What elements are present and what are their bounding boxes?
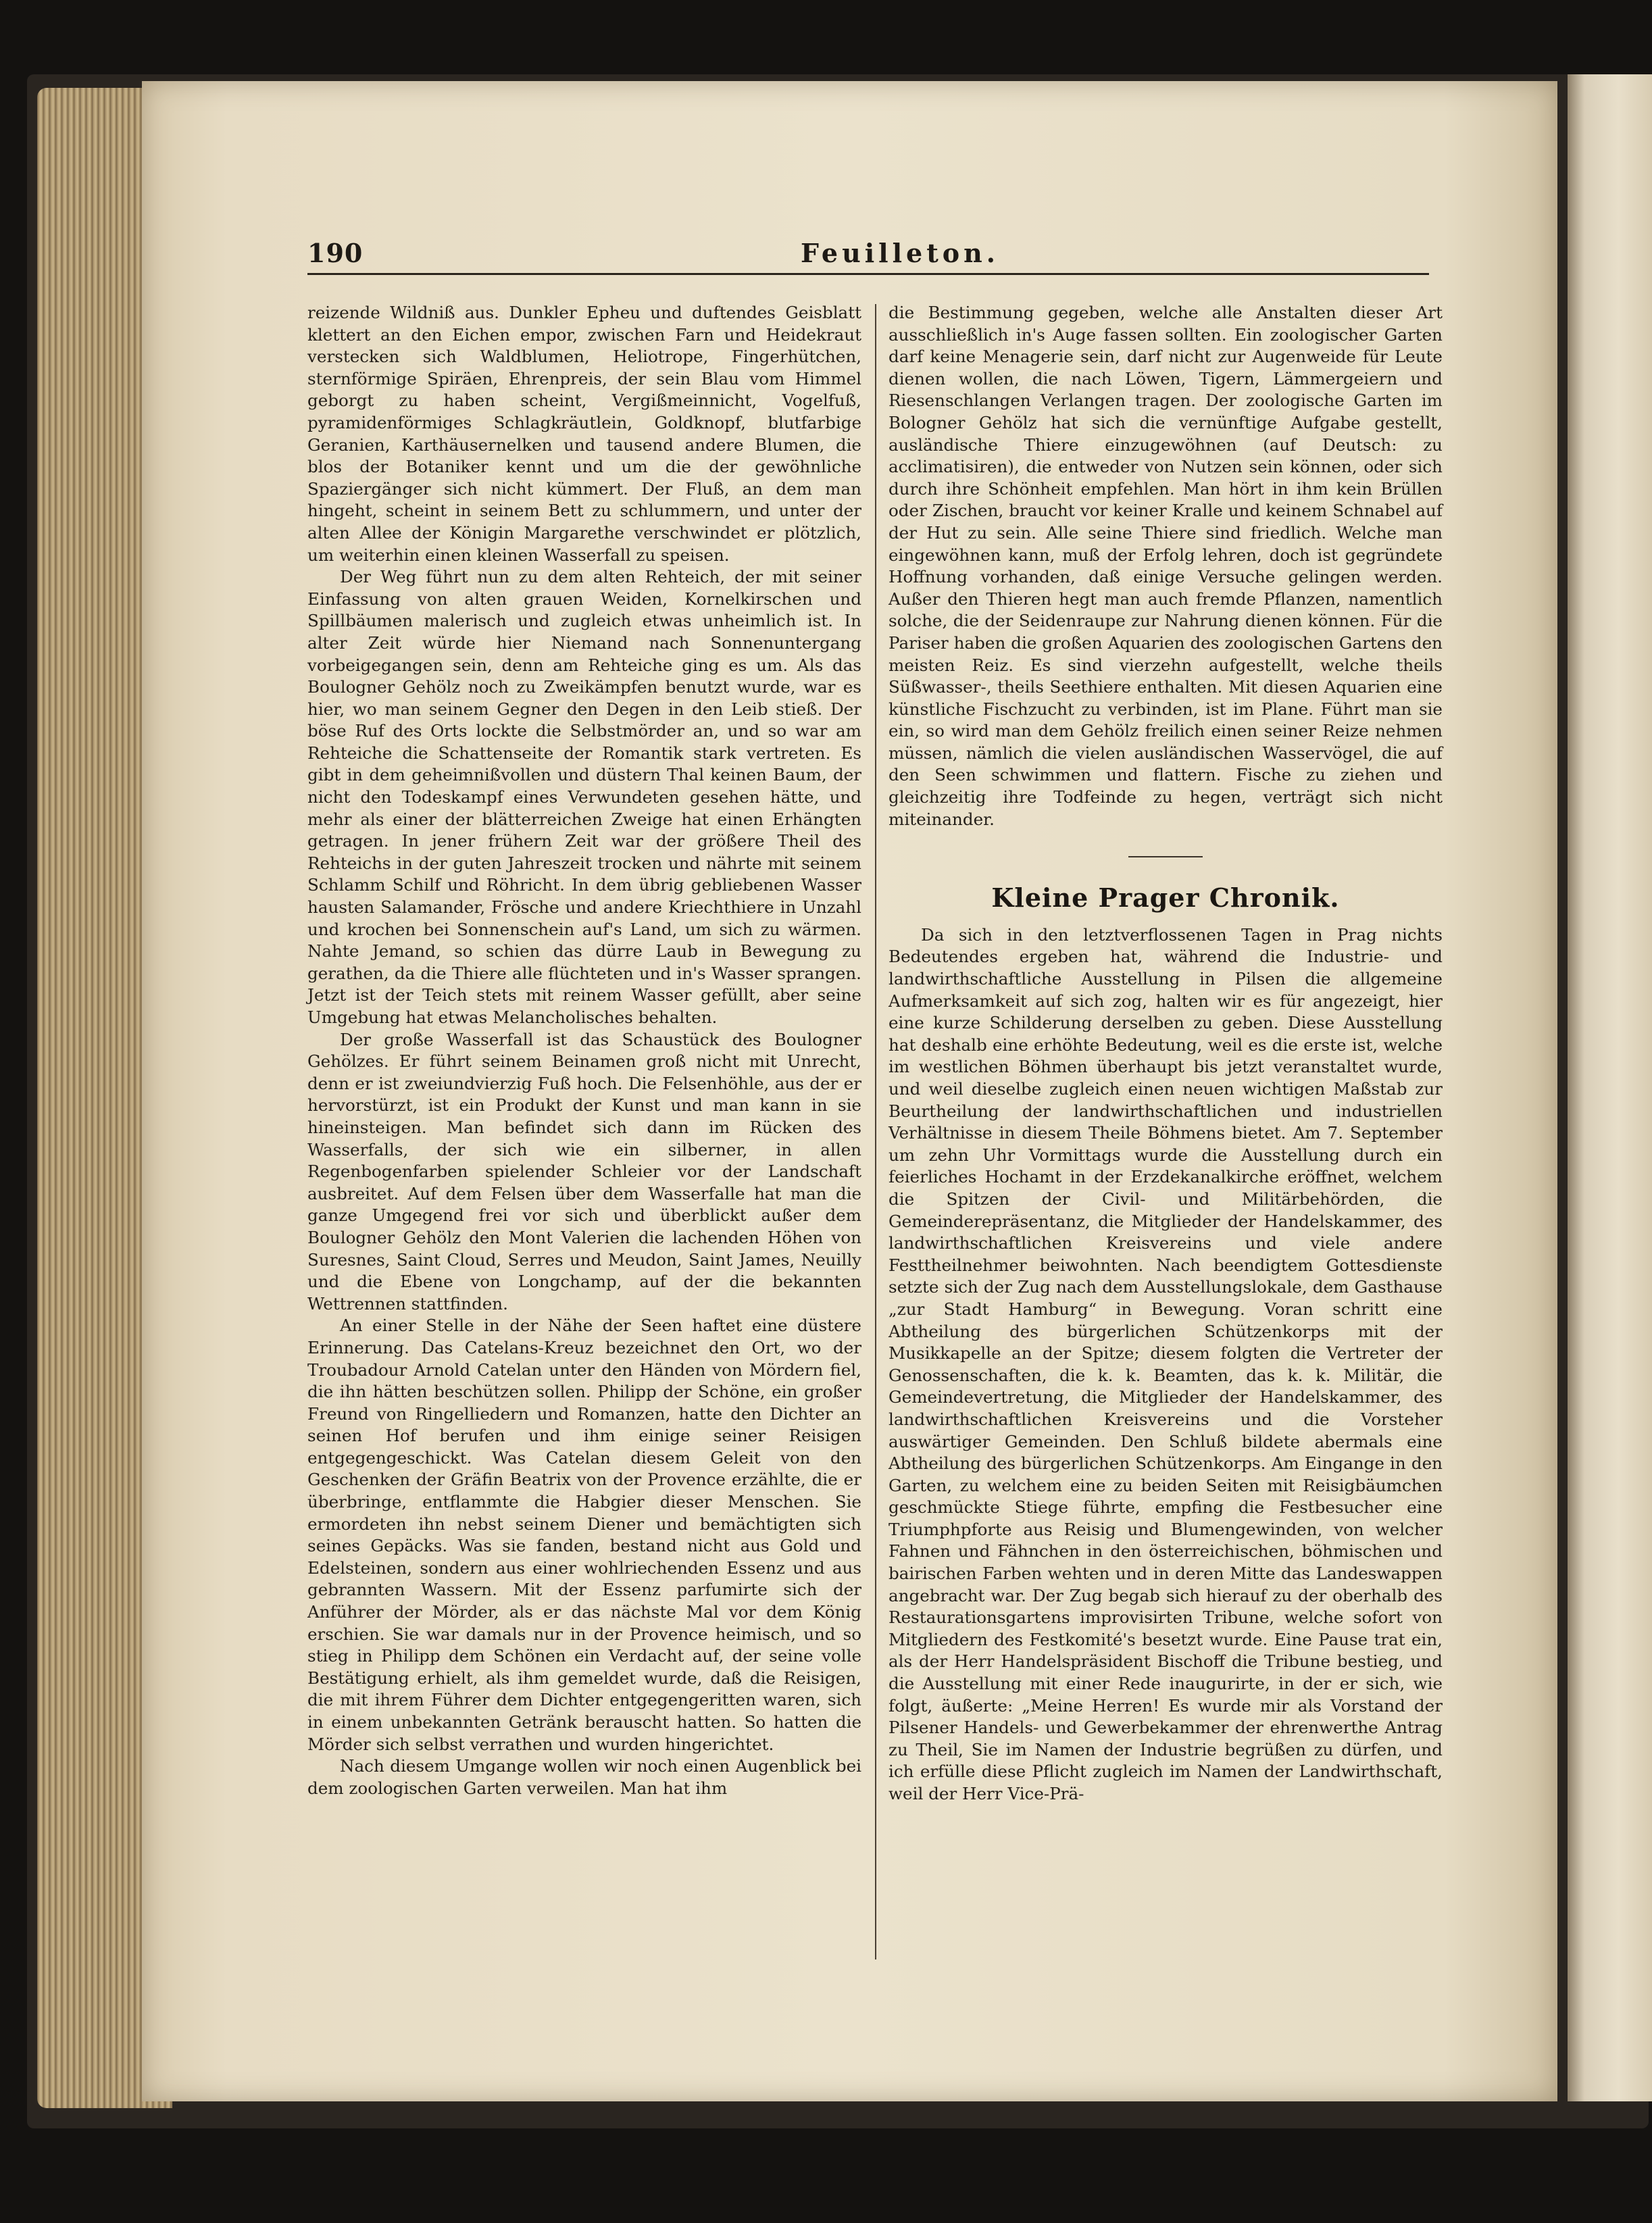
running-title: Feuilleton.	[801, 238, 999, 268]
section-title: Kleine Prager Chronik.	[991, 882, 1340, 914]
right-column	[888, 302, 1443, 1805]
paragraph: Da sich in den letztverflossenen Tagen in Prag nichts Bedeutendes ergeben hat, während die Industrie- und landwirthschaftliche Ausstellung in Pilsen die allgemeine Aufmerksamkeit auf sich zog, halten wir es für angezeigt, hier eine kurze Schilderung derselben zu geben. Diese Ausstellung hat deshalb eine erhöhte Bedeutung, weil es die erste ist, welche im westlichen Böhmen überhaupt bis jetzt veranstaltet wurde, und weil dieselbe zugleich einen neuen wichtigen Maßstab zur Beurtheilung der landwirthschaftlichen und industriellen Verhältnisse in diesem Theile Böhmens bietet. Am 7. September um zehn Uhr Vormittags wurde die Ausstellung durch ein feierliches Hochamt in der Erzdekanalkirche eröffnet, welchem die Spitzen der Civil- und Militärbehörden, die Gemeinderepräsentanz, die Mitglieder der Handelskammer, des landwirthschaftlichen Kreisvereins und viele andere Festtheilnehmer beiwohnten. Nach beendigtem Gottesdienste setzte sich der Zug nach dem Ausstellungslokale, dem Gasthause „zur Stadt Hamburg“ in Bewegung. Voran schritt eine Abtheilung des bürgerlichen Schützenkorps mit der Musikkapelle an der Spitze; diesem folgten die Vertreter der Genossenschaften, die k. k. Beamten, das k. k. Militär, die Gemeindevertretung, die Mitglieder der Handelskammer, des landwirthschaftlichen Kreisvereins und die Vorsteher auswärtiger Gemeinden. Den Schluß bildete abermals eine Abtheilung des bürgerlichen Schützenkorps. Am Eingange in den Garten, zu welchem eine zu beiden Seiten mit Reisigbäumchen geschmückte Stiege führte, empfing die Festbesucher eine Triumphpforte aus Reisig und Blumengewinden, von welcher Fahnen und Fähnchen in den österreichischen, böhmischen und bairischen Farben wehten und in deren Mitte das Landeswappen angebracht war. Der Zug begab sich hierauf zu der oberhalb des Restaurationsgartens improvisirten Tribune, welche sofort von Mitgliedern des Festkomité's besetzt wurde. Eine Pause trat ein, als der Herr Handelspräsident Bischoff die Tribune bestieg, und die Ausstellung mit einer Rede inaugurirte, in der er sich, wie folgt, äußerte: „Meine Herren! Es wurde mir als Vorstand der Pilsener Handels- und Gewerbekammer der ehrenwerthe Antrag zu Theil, Sie im Namen der Industrie begrüßen zu dürfen, und ich erfülle diese Pflicht zugleich im Namen der Landwirthschaft, weil der Herr Vice-Prä-	[888, 924, 1443, 1803]
paragraph: reizende Wildniß aus. Dunkler Epheu und duftendes Geisblatt klettert an den Eichen empor, zwischen Farn und Heidekraut verstecken sich Waldblumen, Heliotrope, Fingerhütchen, sternförmige Spiräen, Ehrenpreis, der sein Blau vom Himmel geborgt zu haben scheint, Vergißmeinnicht, Vogelfuß, pyramidenförmiges Schlagkräutlein, Goldknopf, blutfarbige Geranien, Karthäusernelken und tausend andere Blumen, die blos der Botaniker kennt und um die der gewöhnliche Spaziergänger sich nicht kümmert. Der Fluß, an dem man hingeht, scheint in seinem Bett zu schlummern, und unter der alten Allee der Königin Margarethe verschwindet er plötzlich, um weiterhin einen kleinen Wasserfall zu speisen.	[307, 303, 861, 565]
header-rule	[307, 273, 1429, 275]
paragraph: Der große Wasserfall ist das Schaustück des Boulogner Gehölzes. Er führt seinem Beinamen groß nicht mit Unrecht, denn er ist zweiundvierzig Fuß hoch. Die Felsenhöhle, aus der er hervorstürzt, ist ein Produkt der Kunst und man kann in sie hineinsteigen. Man befindet sich dann im Rücken des Wasserfalls, der sich wie ein silberner, in allen Regenbogenfarben spielender Schleier vor der Landschaft ausbreitet. Auf dem Felsen über dem Wasserfalle hat man die ganze Umgegend frei vor sich und überblickt außer dem Boulogner Gehölz den Mont Valerien die lachenden Höhen von Suresnes, Saint Cloud, Serres und Meudon, Saint James, Neuilly und die Ebene von Longchamp, auf der die bekannten Wettrennen stattfinden.	[307, 1029, 861, 1314]
running-head	[307, 238, 1429, 278]
left-column	[307, 302, 861, 1799]
paragraph: die Bestimmung gegeben, welche alle Anstalten dieser Art ausschließlich in's Auge fassen sollten. Ein zoologischer Garten darf keine Menagerie sein, darf nicht zur Augenweide für Leute dienen wollen, die nach Löwen, Tigern, Lämmergeiern und Riesenschlangen Verlangen tragen. Der zoologische Garten im Bologner Gehölz hat sich die vernünftige Aufgabe gestellt, ausländische Thiere einzugewöhnen (auf Deutsch: zu acclimatisiren), die entweder von Nutzen sein können, oder sich durch ihre Schönheit empfehlen. Man hört in ihm kein Brüllen oder Zischen, braucht vor keiner Kralle und keinem Schnabel auf der Hut zu sein. Alle seine Thiere sind friedlich. Welche man eingewöhnen kann, muß der Erfolg lehren, doch ist gegründete Hoffnung vorhanden, daß einige Versuche gelingen werden. Außer den Thieren hegt man auch fremde Pflanzen, namentlich solche, die der Seidenraupe zur Nahrung dienen können. Für die Pariser haben die großen Aquarien des zoologischen Gartens den meisten Reiz. Es sind vierzehn aufgestellt, welche theils Süßwasser-, theils Seethiere enthalten. Mit diesen Aquarien eine künstliche Fischzucht zu verbinden, ist im Plane. Führt man sie ein, so wird man dem Gehölz freilich einen seiner Reize nehmen müssen, nämlich die vielen ausländischen Wasservögel, die auf den Seen schwimmen und flattern. Fische zu ziehen und gleichzeitig ihre Todfeinde zu hegen, verträgt sich nicht miteinander.	[888, 303, 1443, 829]
facing-page-edge	[1568, 74, 1652, 2101]
column-divider	[875, 304, 876, 1959]
page-number: 190	[307, 238, 364, 268]
paragraph: Der Weg führt nun zu dem alten Rehteich, der mit seiner Einfassung von alten grauen Weiden, Kornelkirschen und Spillbäumen malerisch und zugleich etwas unheimlich ist. In alter Zeit würde hier Niemand nach Sonnenuntergang vorbeigegangen sein, denn am Rehteiche ging es um. Als das Boulogner Gehölz noch zu Zweikämpfen benutzt wurde, war es hier, wo man seinem Gegner den Degen in den Leib stieß. Der böse Ruf des Orts lockte die Selbstmörder an, und so war am Rehteiche die Schattenseite der Romantik stark vertreten. Es gibt in dem geheimnißvollen und düstern Thal keinen Baum, der nicht den Todeskampf eines Verwundeten gesehen hätte, und mehr als einer der blätterreichen Zweige hat einen Erhängten getragen. In jener frühern Zeit war der größere Theil des Rehteichs in der guten Jahreszeit trocken und nährte mit seinem Schlamm Schilf und Röhricht. In dem übrig gebliebenen Wasser hausten Salamander, Frösche und andere Kriechthiere in Unzahl und krochen bei Sonnenschein auf's Land, um sich zu wärmen. Nahte Jemand, so schien das dürre Laub in Bewegung zu gerathen, da die Thiere alle flüchteten und in's Wasser sprangen. Jetzt ist der Teich stets mit reinem Wasser gefüllt, aber seine Umgebung hat etwas Melancholisches behalten.	[307, 567, 861, 1027]
section-separator	[1128, 856, 1203, 857]
paragraph: An einer Stelle in der Nähe der Seen haftet eine düstere Erinnerung. Das Catelans-Kreuz bezeichnet den Ort, wo der Troubadour Arnold Catelan unter den Händen von Mördern fiel, die ihn hätten beschützen sollen. Philipp der Schöne, ein großer Freund von Ringelliedern und Romanzen, hatte den Dichter an seinen Hof berufen und ihm einige seiner Reisigen entgegengeschickt. Was Catelan diesem Geleit von den Geschenken der Gräfin Beatrix von der Provence erzählte, die er überbringe, entflammte die Habgier dieser Menschen. Sie ermordeten ihn nebst seinem Diener und bemächtigten sich seines Gepäcks. Was sie fanden, bestand nicht aus Gold und Edelsteinen, sondern aus einer wohlriechenden Essenz und aus gebrannten Wassern. Mit der Essenz parfumirte sich der Anführer der Mörder, als er das nächste Mal vor dem König erschien. Sie war damals nur in der Provence heimisch, und so stieg in Philipp dem Schönen ein Verdacht auf, der seine volle Bestätigung erhielt, als ihm gemeldet wurde, daß die Reisigen, die mit ihrem Führer dem Dichter entgegengeritten waren, sich in einem unbekannten Getränk berauscht hatten. So hatten die Mörder sich selbst verrathen und wurden hingerichtet.	[307, 1316, 861, 1754]
paragraph: Nach diesem Umgange wollen wir noch einen Augenblick bei dem zoologischen Garten verweilen. Man hat ihm	[307, 1756, 861, 1798]
